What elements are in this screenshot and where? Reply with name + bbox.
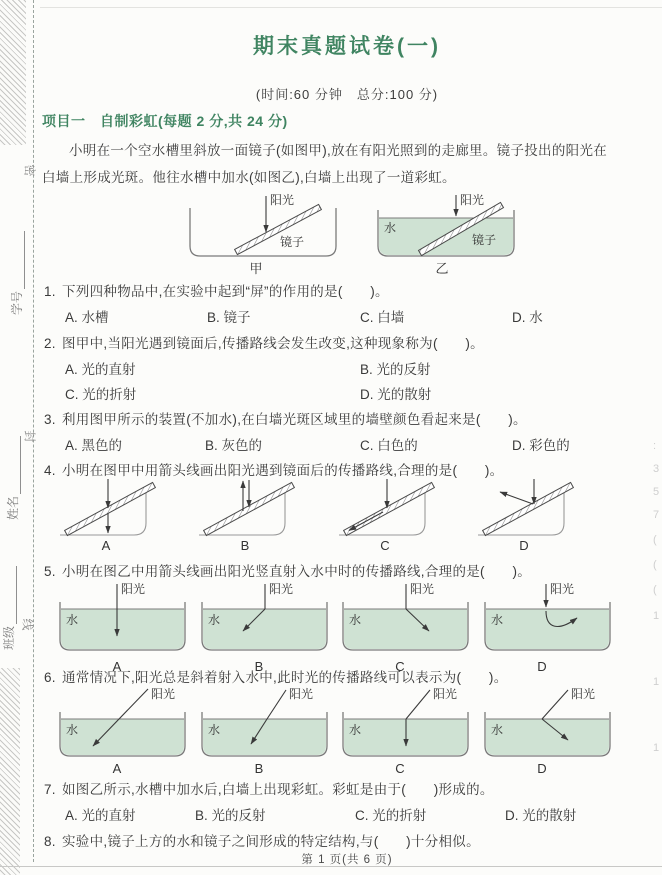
question-3-options <box>62 434 656 453</box>
section-heading: 项目一 自制彩虹(每题 2 分,共 24 分) <box>42 113 288 129</box>
question-number: 1. <box>44 284 56 299</box>
question-2-options-row2 <box>62 383 656 402</box>
question-4-diagrams <box>58 478 598 552</box>
class-field <box>3 550 17 650</box>
option-c: C. 白色的 <box>360 438 418 453</box>
q4-diagram-c <box>337 478 459 552</box>
question-8 <box>44 830 656 850</box>
sun-label: 阳光 <box>549 582 574 596</box>
edge-fragment: 3 <box>653 463 660 475</box>
question-6 <box>44 666 656 686</box>
water-label: 水 <box>349 613 362 627</box>
sun-label: 阳光 <box>270 193 295 207</box>
question-5 <box>44 560 656 580</box>
q6-diagram-a <box>55 684 190 776</box>
student-id-label: 学号 <box>10 290 24 315</box>
sun-label: 阳光 <box>570 687 595 701</box>
outgoing-ray <box>349 512 383 531</box>
binding-hatch-bottom <box>0 668 20 875</box>
q6-diagram-c <box>338 684 473 776</box>
option-b: B. 镜子 <box>207 310 251 325</box>
question-text: 小明在图乙中用箭头线画出阳光竖直射入水中时的传播路线,合理的是( )。 <box>62 564 532 579</box>
edge-fragment: 5 <box>653 486 660 498</box>
water-label: 水 <box>384 221 397 235</box>
figure-caption: 乙 <box>435 261 449 276</box>
water-label: 水 <box>207 723 220 737</box>
sun-label: 阳光 <box>151 687 176 701</box>
option-c: C. 光的折射 <box>355 808 427 823</box>
q5-diagram-b <box>197 578 332 674</box>
name-label: 姓名 <box>6 495 20 520</box>
page-bottom-edge <box>0 866 662 867</box>
question-4 <box>44 459 656 479</box>
question-number: 3. <box>44 412 56 427</box>
incoming-ray <box>542 690 568 719</box>
edge-fragment: 1 <box>653 610 660 622</box>
diagram-letter: C <box>395 761 406 776</box>
diagram-letter: A <box>112 659 122 674</box>
option-a: A. 黑色的 <box>65 438 123 453</box>
q4-diagram-b <box>197 478 319 552</box>
student-id-field <box>11 215 25 315</box>
option-d: D. 光的散射 <box>505 808 577 823</box>
page-top-edge <box>40 7 662 8</box>
class-blank <box>6 566 17 624</box>
edge-fragment: ( <box>653 534 657 546</box>
water-label: 水 <box>207 613 220 627</box>
q4-diagram-a <box>58 478 180 552</box>
sun-label: 阳光 <box>268 582 293 596</box>
diagram-letter: A <box>112 761 122 776</box>
diagram-letter: B <box>254 659 263 674</box>
question-text: 通常情况下,阳光总是斜着射入水中,此时光的传播路线可以表示为( )。 <box>62 670 508 685</box>
question-5-diagrams <box>55 578 615 674</box>
option-a: A. 水槽 <box>65 310 109 325</box>
edge-fragment: 7 <box>653 509 660 521</box>
exam-time-score: (时间:60 分钟 总分:100 分) <box>255 87 439 102</box>
edge-fragment: 1 <box>653 742 660 754</box>
figure-caption: 甲 <box>249 261 263 276</box>
intro-line-2: 白墙上形成光斑。他往水槽中加水(如图乙),白墙上出现了一道彩虹。 <box>42 170 456 185</box>
edge-fragment: ( <box>653 559 657 571</box>
edge-fragment: 1 <box>653 676 660 688</box>
question-number: 8. <box>44 834 56 849</box>
outgoing-ray <box>500 492 533 504</box>
option-b: B. 灰色的 <box>205 438 263 453</box>
q6-diagram-b <box>197 684 332 776</box>
student-id-blank <box>14 231 25 289</box>
question-number: 7. <box>44 782 56 797</box>
sun-label: 阳光 <box>288 687 313 701</box>
water-label: 水 <box>66 613 79 627</box>
edge-fragment: : <box>653 440 657 452</box>
name-field <box>7 420 21 520</box>
question-1 <box>44 280 656 300</box>
incoming-ray <box>406 690 430 719</box>
question-text: 如图乙所示,水槽中加水后,白墙上出现彩虹。彩虹是由于( )形成的。 <box>62 782 494 797</box>
seal-char-mi: 密 <box>22 164 37 177</box>
q4-diagram-d <box>476 478 598 552</box>
question-number: 4. <box>44 463 56 478</box>
figure-jia <box>180 192 345 276</box>
tank-outline <box>190 208 336 256</box>
class-label: 班级 <box>2 625 16 650</box>
question-1-options <box>62 306 656 325</box>
page-title: 期末真题试卷(一) <box>253 35 441 58</box>
diagram-letter: B <box>254 761 263 776</box>
seal-char-xian: 线 <box>20 618 35 631</box>
diagram-letter: B <box>240 538 250 552</box>
question-text: 图甲中,当阳光遇到镜面后,传播路线会发生改变,这种现象称为( )。 <box>62 336 484 351</box>
water-label: 水 <box>490 723 503 737</box>
question-number: 2. <box>44 336 56 351</box>
diagram-letter: C <box>379 538 390 552</box>
option-b: B. 光的反射 <box>360 362 431 377</box>
water-label: 水 <box>349 723 362 737</box>
option-b: B. 光的反射 <box>195 808 266 823</box>
question-number: 6. <box>44 670 56 685</box>
intro-line-1: 小明在一个空水槽里斜放一面镜子(如图甲),放在有阳光照到的走廊里。镜子投出的阳光在 <box>69 143 608 158</box>
water-label: 水 <box>490 613 503 627</box>
mirror-label: 镜子 <box>472 233 497 247</box>
question-text: 实验中,镜子上方的水和镜子之间形成的特定结构,与( )十分相似。 <box>62 834 480 849</box>
name-blank <box>10 436 21 494</box>
question-7-options <box>62 804 656 823</box>
diagram-letter: C <box>395 659 406 674</box>
question-text: 利用图甲所示的装置(不加水),在白墙光斑区域里的墙壁颜色看起来是( )。 <box>62 412 527 427</box>
option-a: A. 光的直射 <box>65 362 136 377</box>
question-text: 下列四种物品中,在实验中起到“屏”的作用的是( )。 <box>62 284 389 299</box>
sun-label: 阳光 <box>121 582 146 596</box>
diagram-letter: D <box>537 659 547 674</box>
diagram-letter: A <box>101 538 111 552</box>
question-2-options-row1 <box>62 358 656 377</box>
sun-label: 阳光 <box>433 687 458 701</box>
q5-diagram-c <box>338 578 473 674</box>
q5-diagram-a <box>55 578 190 674</box>
q6-diagram-d <box>480 684 615 776</box>
question-6-diagrams <box>55 684 615 776</box>
q5-diagram-d <box>480 578 615 674</box>
option-a: A. 光的直射 <box>65 808 136 823</box>
question-2 <box>44 332 656 352</box>
sun-label: 阳光 <box>460 193 485 207</box>
figure-yi <box>372 192 522 276</box>
option-c: C. 白墙 <box>360 310 405 325</box>
question-3 <box>44 408 656 428</box>
diagram-letter: D <box>519 538 529 552</box>
mirror <box>235 204 322 254</box>
option-c: C. 光的折射 <box>65 387 137 402</box>
option-d: D. 彩色的 <box>512 438 570 453</box>
water-label: 水 <box>66 723 79 737</box>
option-d: D. 光的散射 <box>360 387 432 402</box>
incoming-ray <box>267 690 286 719</box>
mirror <box>483 482 574 535</box>
diagram-letter: D <box>537 761 547 776</box>
question-text: 小明在图甲中用箭头线画出阳光遇到镜面后的传播路线,合理的是( )。 <box>62 463 504 478</box>
mirror <box>65 482 156 535</box>
edge-fragment: ( <box>653 584 657 596</box>
mirror <box>343 482 434 535</box>
question-number: 5. <box>44 564 56 579</box>
sun-label: 阳光 <box>410 582 435 596</box>
binding-hatch-top <box>0 0 26 145</box>
option-d: D. 水 <box>512 310 543 325</box>
page-number: 第 1 页(共 6 页) <box>301 854 393 866</box>
mirror-label: 镜子 <box>280 235 305 249</box>
seal-char-feng: 封 <box>22 430 37 443</box>
question-7 <box>44 778 656 798</box>
